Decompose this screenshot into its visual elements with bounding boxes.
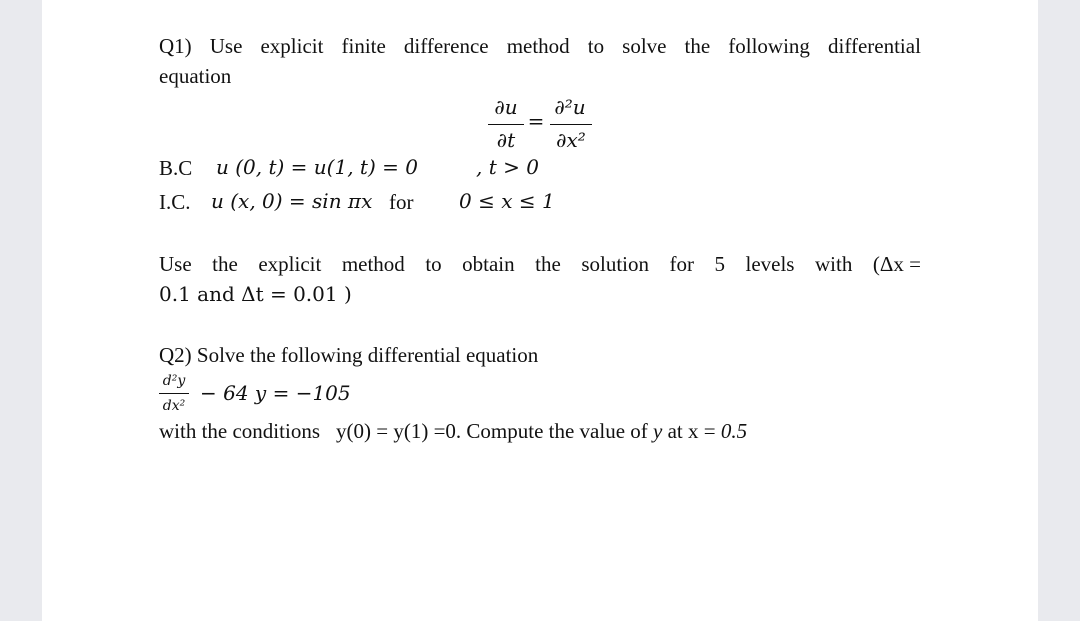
- pde-rhs-numerator: ∂²u: [554, 95, 586, 119]
- q1-heading-word: method: [506, 34, 570, 58]
- q1-heading-word: differential: [828, 34, 921, 58]
- ic-condition: 0 ≤ x ≤ 1: [459, 189, 555, 213]
- pde-rhs-denominator: ∂x²: [556, 128, 586, 152]
- q1-heading-word: Use: [209, 34, 243, 58]
- q1-instruction-word: for: [669, 252, 694, 276]
- q2-conditions-prefix: with the conditions: [159, 419, 320, 443]
- q1-instruction-word: method: [341, 252, 405, 276]
- ode-numerator: d²y: [162, 373, 186, 389]
- q2-conditions-values: y(0) = y(1) =0. Compute the value of: [336, 419, 648, 443]
- pde-lhs-denominator: ∂t: [496, 128, 516, 152]
- pde-equals-sign: =: [527, 109, 545, 133]
- q2-conditions-var: y: [653, 419, 663, 443]
- q1-heading-line: [159, 36, 921, 57]
- bc-expression: u (0, t) = u(1, t) = 0: [216, 155, 418, 179]
- q2-conditions-line: [159, 421, 747, 442]
- q1-heading-word: following: [728, 34, 810, 58]
- q1-heading-word: solve: [622, 34, 667, 58]
- q1-instruction-line: [159, 254, 921, 275]
- q1-instruction-word: the: [535, 252, 561, 276]
- q1-instruction-continuation: 0.1 and Δt = 0.01 ): [159, 282, 352, 306]
- pde-rhs-fraction-bar: [550, 124, 592, 125]
- q1-heading-continuation: equation: [159, 64, 232, 88]
- q1-instruction-word: solution: [581, 252, 649, 276]
- q1-instruction-word: to: [425, 252, 442, 276]
- q1-heading-word: explicit: [260, 34, 324, 58]
- q2-conditions-at: at x =: [667, 419, 716, 443]
- document-page: [42, 0, 1038, 621]
- q1-instruction-word: the: [212, 252, 238, 276]
- ic-for-word: for: [389, 190, 414, 214]
- q1-instruction-word: explicit: [258, 252, 322, 276]
- q1-instruction-word: with: [814, 252, 853, 276]
- pde-lhs-fraction-bar: [488, 124, 524, 125]
- q1-instruction-word: Use: [159, 252, 192, 276]
- q2-heading: Q2) Solve the following differential equation: [159, 343, 539, 367]
- ic-expression: u (x, 0) = sin πx: [211, 189, 373, 213]
- q1-heading-word: difference: [403, 34, 489, 58]
- q1-instruction-word: levels: [745, 252, 795, 276]
- q1-heading-word: finite: [341, 34, 386, 58]
- q1-heading-word: the: [684, 34, 711, 58]
- ode-fraction-bar: [159, 393, 189, 394]
- q2-conditions-x: 0.5: [720, 419, 748, 443]
- q1-heading-word: to: [587, 34, 605, 58]
- q1-instruction-word: (Δx =: [872, 252, 921, 276]
- q1-instruction-word: obtain: [462, 252, 515, 276]
- ode-rest: − 64 y = −105: [200, 381, 351, 405]
- pde-lhs-numerator: ∂u: [494, 95, 518, 119]
- bc-label: B.C: [159, 156, 193, 180]
- q1-instruction-word: 5: [714, 252, 725, 276]
- ic-label: I.C.: [159, 190, 191, 214]
- bc-condition: , t > 0: [476, 155, 539, 179]
- ode-denominator: dx²: [162, 398, 186, 414]
- q1-heading-word: Q1): [159, 34, 192, 58]
